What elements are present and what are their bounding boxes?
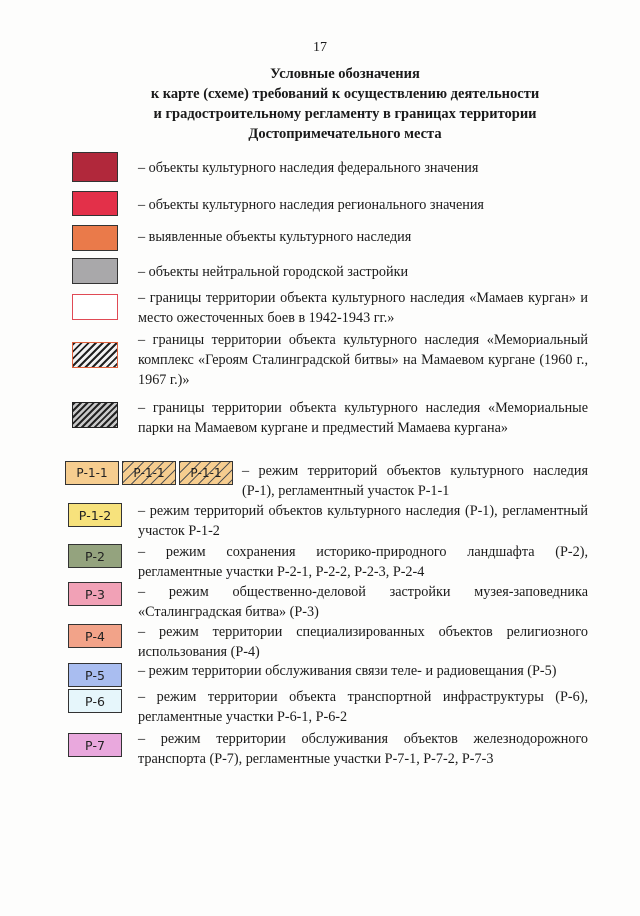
regime-item — [0, 501, 640, 543]
regime-code-p11-hatched-b: Р-1-1 — [179, 461, 233, 485]
legend-text: – объекты культурного наследия регионального значения — [138, 197, 484, 213]
regime-item — [0, 582, 640, 624]
legend-item — [0, 225, 640, 253]
legend-swatch-federal — [72, 152, 118, 182]
legend-text: – выявленные объекты культурного наследия — [138, 229, 412, 245]
regime-item — [0, 661, 640, 689]
regime-text: – режим общественно-деловой застройки музея-заповедника «Сталинградская битва» (Р-3) — [138, 584, 588, 620]
page-title — [60, 64, 630, 144]
regime-item — [0, 687, 640, 729]
regime-code-p5: Р-5 — [68, 663, 122, 687]
legend-item — [0, 191, 640, 219]
regime-text: – режим территории обслуживания объектов железнодорожного транспорта (Р-7), регламентные участки Р-7-1, Р-7-2, Р-7-3 — [138, 731, 588, 767]
regime-code-p2: Р-2 — [68, 544, 122, 568]
regime-item — [0, 622, 640, 664]
title-line: к карте (схеме) требований к осуществлению деятельности — [150, 86, 540, 102]
regime-item — [0, 542, 640, 584]
regime-text: – режим территорий объектов культурного наследия (Р-1), регламентный участок Р-1-2 — [138, 503, 588, 539]
legend-item — [0, 330, 640, 390]
regime-code-p12: Р-1-2 — [68, 503, 122, 527]
page-number: 17 — [313, 40, 327, 55]
regime-text: – режим территорий объектов культурного наследия (Р-1), регламентный участок Р-1-1 — [242, 463, 588, 499]
legend-swatch-neutral — [72, 258, 118, 284]
title-line: Достопримечательного места — [248, 126, 442, 142]
legend-text: – границы территории объекта культурного наследия «Мемориальный комплекс «Героям Сталинградской битвы» на Мамаевом кургане (1960 г., 1967 г.)» — [138, 332, 588, 388]
legend-swatch-regional — [72, 191, 118, 216]
regime-item — [0, 729, 640, 771]
legend-item — [0, 152, 640, 186]
regime-item — [0, 461, 640, 503]
regime-code-p7: Р-7 — [68, 733, 122, 757]
regime-code-p4: Р-4 — [68, 624, 122, 648]
regime-text: – режим территории специализированных объектов религиозного использования (Р-4) — [138, 624, 588, 660]
legend-swatch-memorial-parks — [72, 402, 118, 428]
regime-code-p6: Р-6 — [68, 689, 122, 713]
regime-text: – режим территории обслуживания связи теле- и радиовещания (Р-5) — [138, 663, 557, 679]
legend-text: – объекты нейтральной городской застройки — [138, 264, 409, 280]
title-line: и градостроительному регламенту в границах территории — [153, 106, 537, 122]
regime-code-p3: Р-3 — [68, 582, 122, 606]
legend-text: – границы территории объекта культурного наследия «Мамаев курган» и место ожесточенных боев в 1942-1943 гг.» — [138, 290, 588, 326]
legend-item — [0, 258, 640, 286]
regime-swatch-group-r11 — [65, 461, 235, 485]
legend-swatch-mamaev-boundary — [72, 294, 118, 320]
title-line: Условные обозначения — [270, 66, 420, 82]
legend-swatch-identified — [72, 225, 118, 251]
legend-text: – границы территории объекта культурного наследия «Мемориальные парки на Мамаевом кургане и предместий Мамаева кургана» — [138, 400, 588, 436]
regime-text: – режим территории объекта транспортной инфраструктуры (Р-6), регламентные участки Р-6-1, Р-6-2 — [138, 689, 588, 725]
regime-code-p11-hatched-a: Р-1-1 — [122, 461, 176, 485]
legend-item — [0, 398, 640, 442]
legend-text: – объекты культурного наследия федерального значения — [138, 160, 479, 176]
regime-text: – режим сохранения историко-природного ландшафта (Р-2), регламентные участки Р-2-1, Р-2-2, Р-2-3, Р-2-4 — [138, 544, 588, 580]
legend-item — [0, 290, 640, 332]
regime-code-p11: Р-1-1 — [65, 461, 119, 485]
legend-swatch-memorial-complex — [72, 342, 118, 368]
